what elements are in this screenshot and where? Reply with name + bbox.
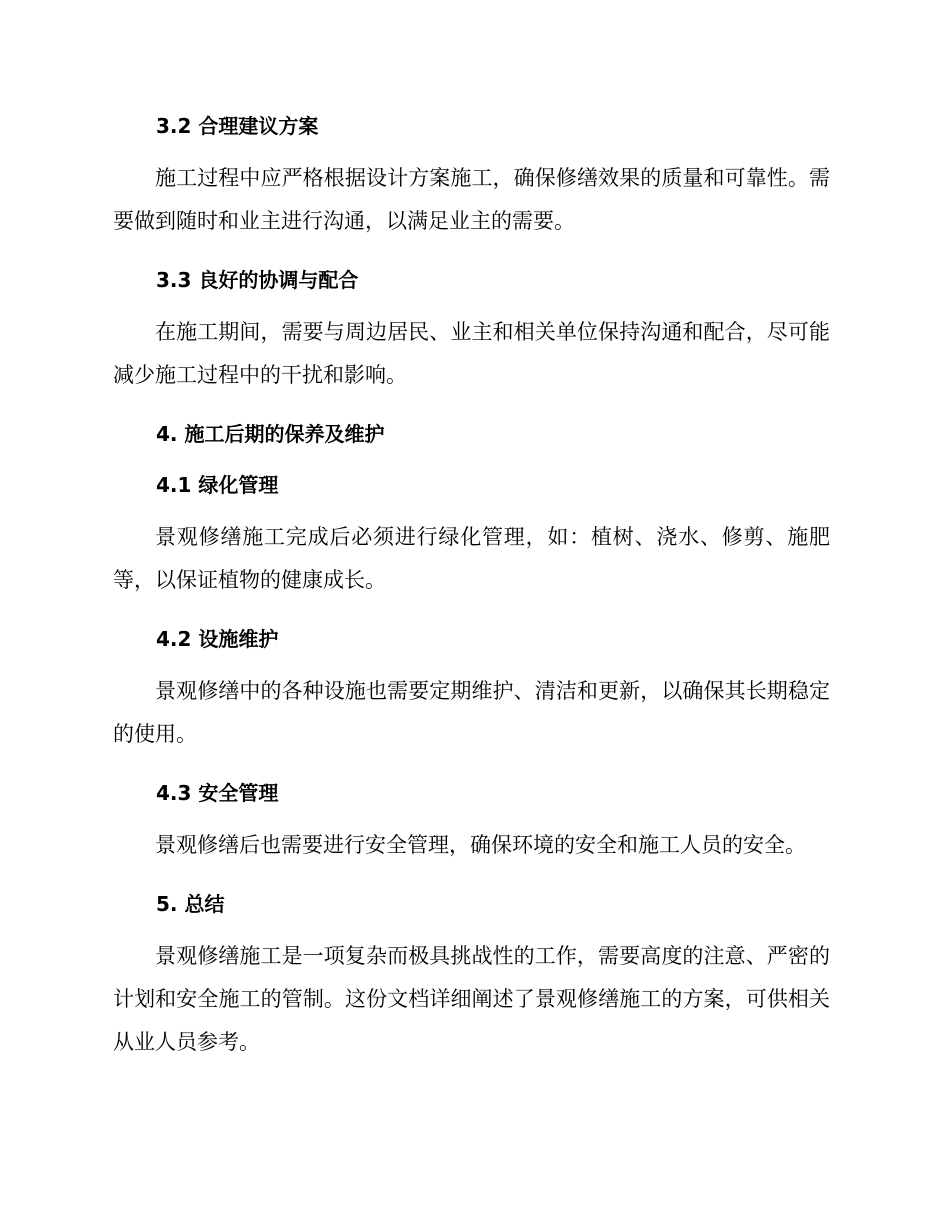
paragraph-3-2: 施工过程中应严格根据设计方案施工，确保修缮效果的质量和可靠性。需要做到随时和业主进行沟通，以满足业主的需要。 xyxy=(113,166,830,233)
section-heading-4-3: 4.3 安全管理 xyxy=(156,781,279,805)
section-heading-4: 4. 施工后期的保养及维护 xyxy=(156,422,385,446)
section-heading-4-2: 4.2 设施维护 xyxy=(156,627,279,651)
section-heading-4-1: 4.1 绿化管理 xyxy=(156,473,279,497)
paragraph-4-2: 景观修缮中的各种设施也需要定期维护、清洁和更新，以确保其长期稳定的使用。 xyxy=(113,679,830,746)
section-heading-3-2: 3.2 合理建议方案 xyxy=(156,114,319,138)
paragraph-4-3: 景观修缮后也需要进行安全管理，确保环境的安全和施工人员的安全。 xyxy=(155,833,806,857)
paragraph-5: 景观修缮施工是一项复杂而极具挑战性的工作，需要高度的注意、严密的计划和安全施工的管制。这份文档详细阐述了景观修缮施工的方案，可供相关从业人员参考。 xyxy=(113,944,830,1054)
paragraph-3-3: 在施工期间，需要与周边居民、业主和相关单位保持沟通和配合，尽可能减少施工过程中的干扰和影响。 xyxy=(113,320,830,387)
section-heading-5: 5. 总结 xyxy=(156,892,225,916)
paragraph-4-1: 景观修缮施工完成后必须进行绿化管理，如：植树、浇水、修剪、施肥等，以保证植物的健康成长。 xyxy=(113,525,830,592)
section-heading-3-3: 3.3 良好的协调与配合 xyxy=(156,268,359,292)
